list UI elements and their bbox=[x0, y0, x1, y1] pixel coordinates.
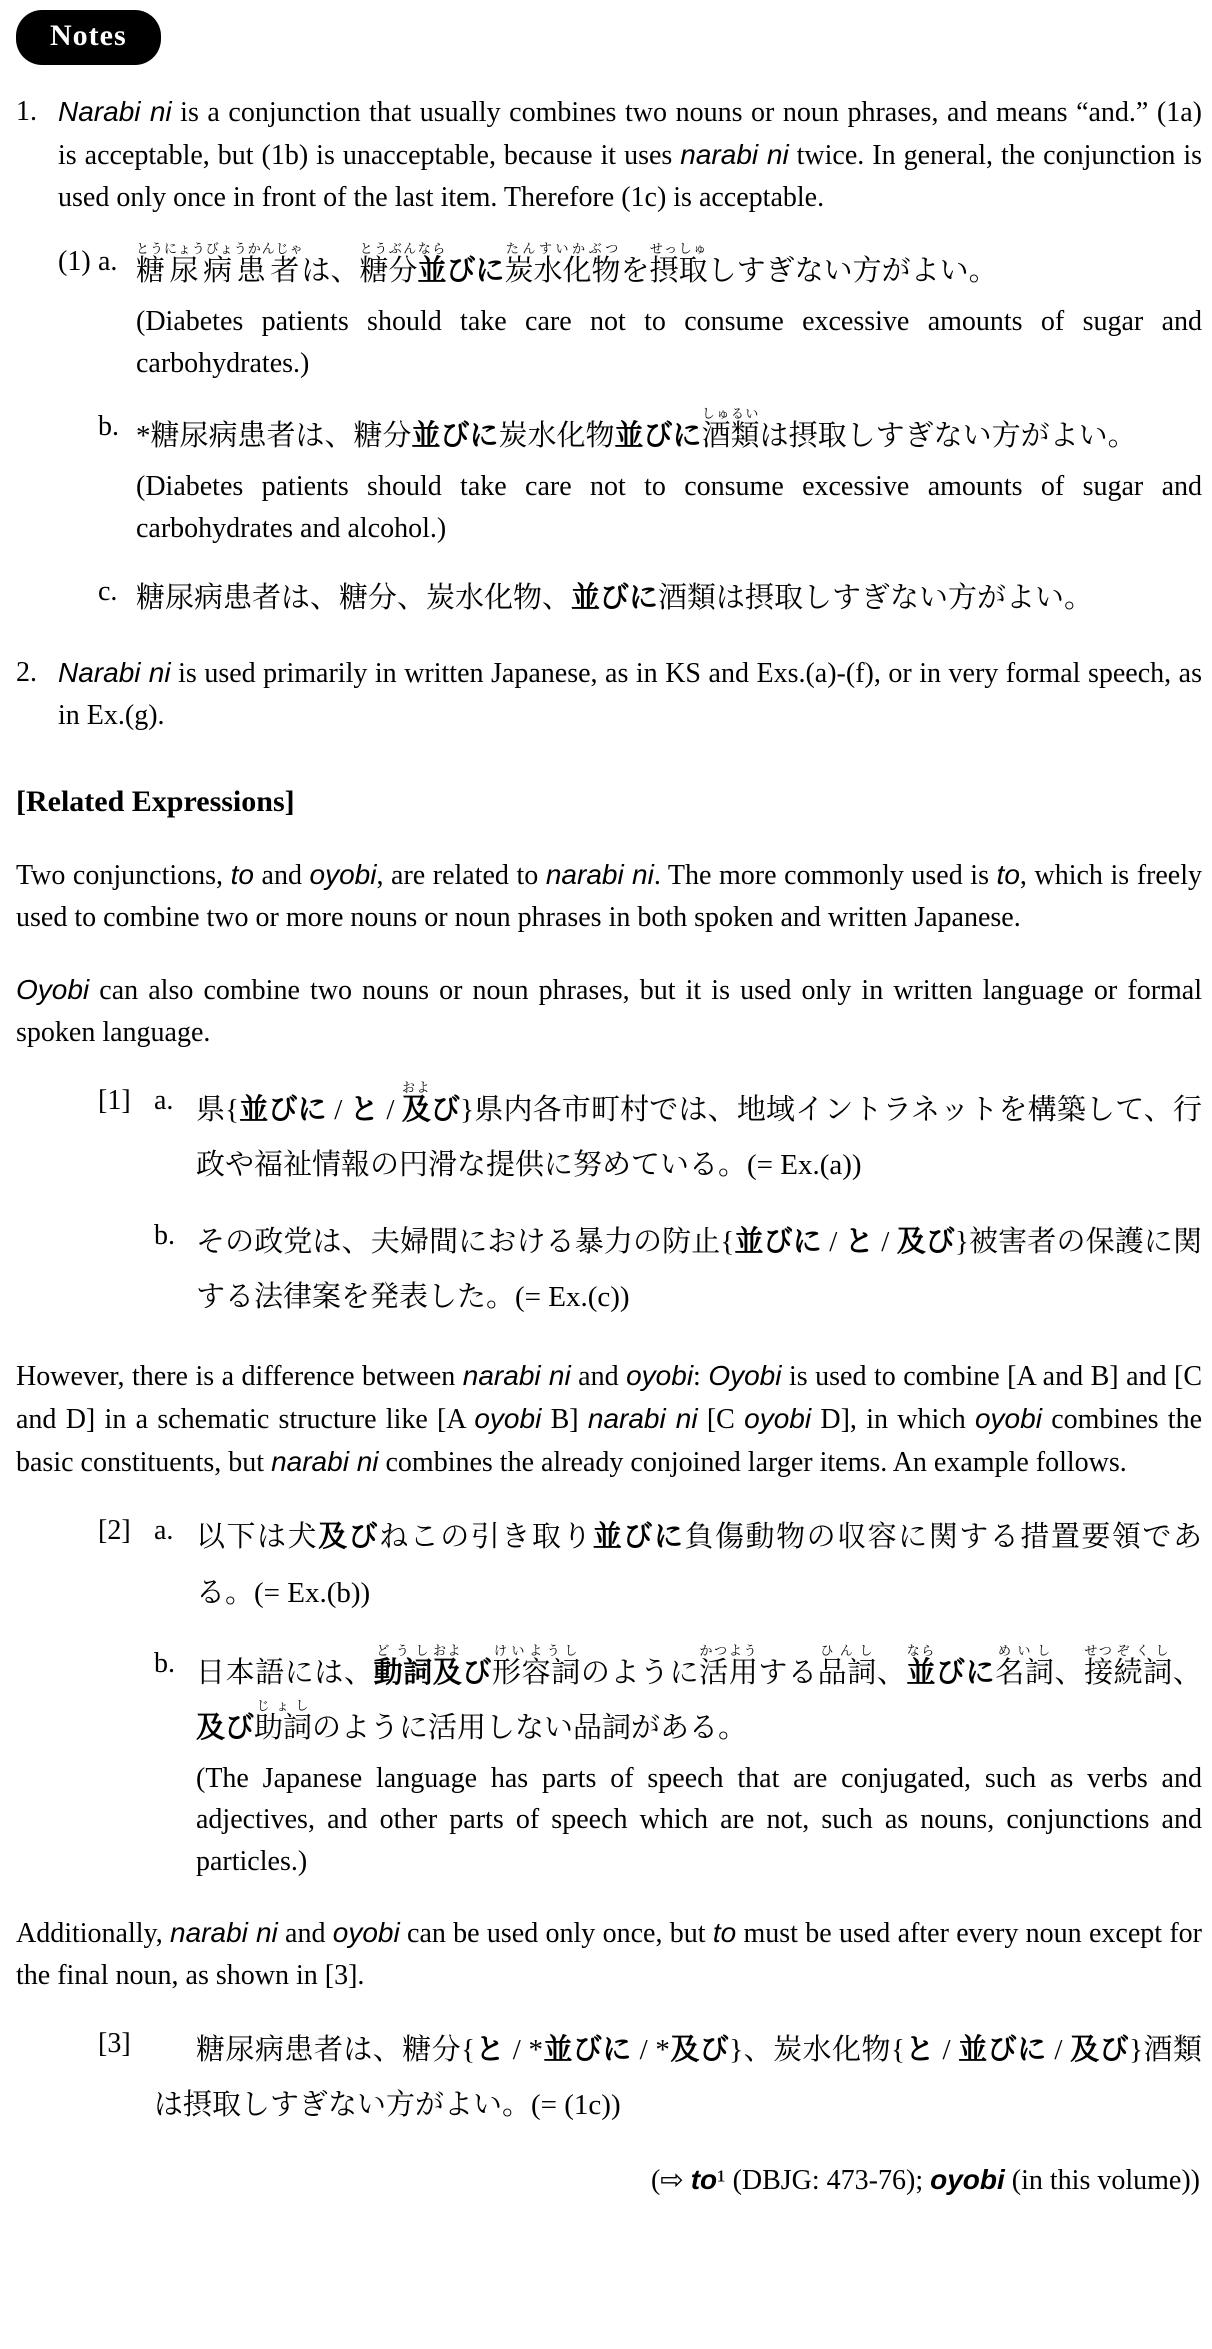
example-group-bracket-2 bbox=[98, 1510, 1202, 1882]
note-1-number: 1. bbox=[16, 96, 37, 127]
note-2-number: 2. bbox=[16, 657, 37, 689]
cross-reference-text: to¹ (DBJG: 473-76); oyobi (in this volume)) bbox=[690, 2164, 1200, 2197]
example-bracket-2b-japanese: 日本語には、動詞どうし及および形容詞けいようしのように活用かつようする品詞ひんし、並ならびに名詞めいし、接せつ続詞ぞくし、及び助詞じょしのように活用しない品詞がある。 bbox=[196, 1642, 1202, 1744]
example-bracket-2b-translation: (The Japanese language has parts of speech that are conjugated, such as verbs and adjectives, and other parts of speech which are not, such as nouns, conjunctions and particles.) bbox=[196, 1762, 1202, 1877]
note-1-body bbox=[58, 91, 1202, 626]
related-oyobi-paragraph: Oyobi can also combine two nouns or noun phrases, but it is used only in written language or formal spoken language. bbox=[16, 974, 1202, 1049]
example-bracket-1b-japanese: その政党は、夫婦間における暴力の防止{並びに / と / 及び}被害者の保護に関する法律案を発表した。(= Ex.(c)) bbox=[196, 1226, 1202, 1314]
example-group-bracket-3 bbox=[98, 2023, 1202, 2133]
example-group-1 bbox=[58, 241, 1202, 626]
example-group-bracket-3-marker: [3] bbox=[98, 2028, 131, 2060]
example-bracket-3-japanese: 糖尿病患者は、糖分{と / *並びに / *及び}、炭水化物{と / 並びに / 及び}酒類は摂取しすぎない方がよい。(= (1c)) bbox=[154, 2034, 1202, 2122]
example-1c bbox=[98, 571, 1202, 626]
notes-badge-label: Notes bbox=[50, 19, 127, 52]
example-1b-letter: b. bbox=[98, 410, 119, 442]
example-1b-content bbox=[136, 406, 1202, 549]
example-bracket-2a-letter: a. bbox=[154, 1515, 174, 1547]
example-bracket-2b bbox=[154, 1643, 1202, 1883]
example-bracket-3-content bbox=[154, 2023, 1202, 2133]
example-group-bracket-1-items bbox=[154, 1080, 1202, 1325]
example-1a-letter: a. bbox=[98, 246, 118, 277]
example-bracket-1a-letter: a. bbox=[154, 1085, 174, 1117]
notes-badge bbox=[16, 10, 161, 65]
example-group-bracket-1 bbox=[98, 1080, 1202, 1325]
example-1c-japanese: 糖尿病患者は、糖分、炭水化物、並びに酒類は摂取しすぎない方がよい。 bbox=[136, 581, 1094, 614]
example-bracket-2a bbox=[154, 1510, 1202, 1620]
example-1b-translation: (Diabetes patients should take care not to consume excessive amounts of sugar and carbohydrates and alcohol.) bbox=[136, 471, 1202, 544]
example-group-bracket-2-marker: [2] bbox=[98, 1515, 131, 1547]
example-bracket-2b-content bbox=[196, 1643, 1202, 1883]
example-group-bracket-1-marker: [1] bbox=[98, 1085, 131, 1117]
example-1b-japanese: *糖尿病患者は、糖分並びに炭水化物並びに酒類しゅるいは摂取しすぎない方がよい。 bbox=[136, 405, 1137, 452]
example-bracket-2b-letter: b. bbox=[154, 1647, 175, 1679]
example-bracket-1b-letter: b. bbox=[154, 1220, 175, 1252]
example-group-1-items bbox=[98, 241, 1202, 626]
example-1c-letter: c. bbox=[98, 575, 118, 607]
cross-reference-footer bbox=[16, 2159, 1202, 2202]
related-intro-paragraph: Two conjunctions, to and oyobi, are related to narabi ni. The more commonly used is to, which is freely used to combine two or more nouns or noun phrases in both spoken and written Japanese. bbox=[16, 859, 1202, 934]
example-1c-content bbox=[136, 571, 1202, 626]
example-1a-content bbox=[136, 241, 1202, 384]
example-bracket-1b bbox=[154, 1215, 1202, 1325]
example-group-bracket-2-items bbox=[154, 1510, 1202, 1882]
example-bracket-3 bbox=[154, 2023, 1202, 2133]
note-1 bbox=[16, 91, 1202, 626]
related-however-paragraph: However, there is a difference between narabi ni and oyobi: Oyobi is used to combine [A and B] and [C and D] in a schematic structure like [A oyobi B] narabi ni [C oyobi D], in which oyobi combines the basic constituents, but narabi ni combines the already conjoined larger items. An example follows. bbox=[16, 1360, 1203, 1479]
example-bracket-1a bbox=[154, 1080, 1202, 1193]
example-1a bbox=[98, 241, 1202, 384]
cross-reference-arrow-icon: (⇨ bbox=[650, 2165, 691, 2197]
example-bracket-1a-content bbox=[196, 1080, 1202, 1193]
example-1b bbox=[98, 406, 1202, 549]
example-bracket-1a-japanese: 県{並びに / と / 及および}県内各市町村では、地域イントラネットを構築して、行政や福祉情報の円滑な提供に努めている。(= Ex.(a)) bbox=[196, 1080, 1202, 1182]
example-group-1-marker: (1) bbox=[58, 246, 91, 277]
example-bracket-2a-content bbox=[196, 1510, 1202, 1620]
related-additionally-paragraph: Additionally, narabi ni and oyobi can be used only once, but to must be used after every noun except for the final noun, as shown in [3]. bbox=[16, 1917, 1202, 1992]
note-2-body bbox=[58, 652, 1202, 737]
example-bracket-1b-content bbox=[196, 1215, 1202, 1325]
note-2-text: Narabi ni is used primarily in written Japanese, as in KS and Exs.(a)-(f), or in very formal speech, as in Ex.(g). bbox=[58, 657, 1203, 732]
example-group-bracket-3-items bbox=[154, 2023, 1202, 2133]
example-1a-translation: (Diabetes patients should take care not to consume excessive amounts of sugar and carbohydrates.) bbox=[136, 306, 1202, 379]
related-expressions-heading: [Related Expressions] bbox=[16, 785, 295, 819]
note-1-text: Narabi ni is a conjunction that usually combines two nouns or noun phrases, and means “and.” (1a) is acceptable, but (1b) is unacceptable, because it uses narabi ni twice. In general, the conjunction is used only once in front of the last item. Therefore (1c) is acceptable. bbox=[58, 96, 1202, 213]
example-1a-japanese: 糖尿病患者とうにょうびょうかんじゃは、糖分とうぶん並ならびに炭水化物たんすいかぶつを摂取せっしゅしすぎない方がよい。 bbox=[136, 241, 998, 287]
note-2 bbox=[16, 652, 1202, 737]
example-bracket-2a-japanese: 以下は犬及びねこの引き取り並びに負傷動物の収容に関する措置要領である。(= Ex.(b)) bbox=[196, 1521, 1202, 1609]
